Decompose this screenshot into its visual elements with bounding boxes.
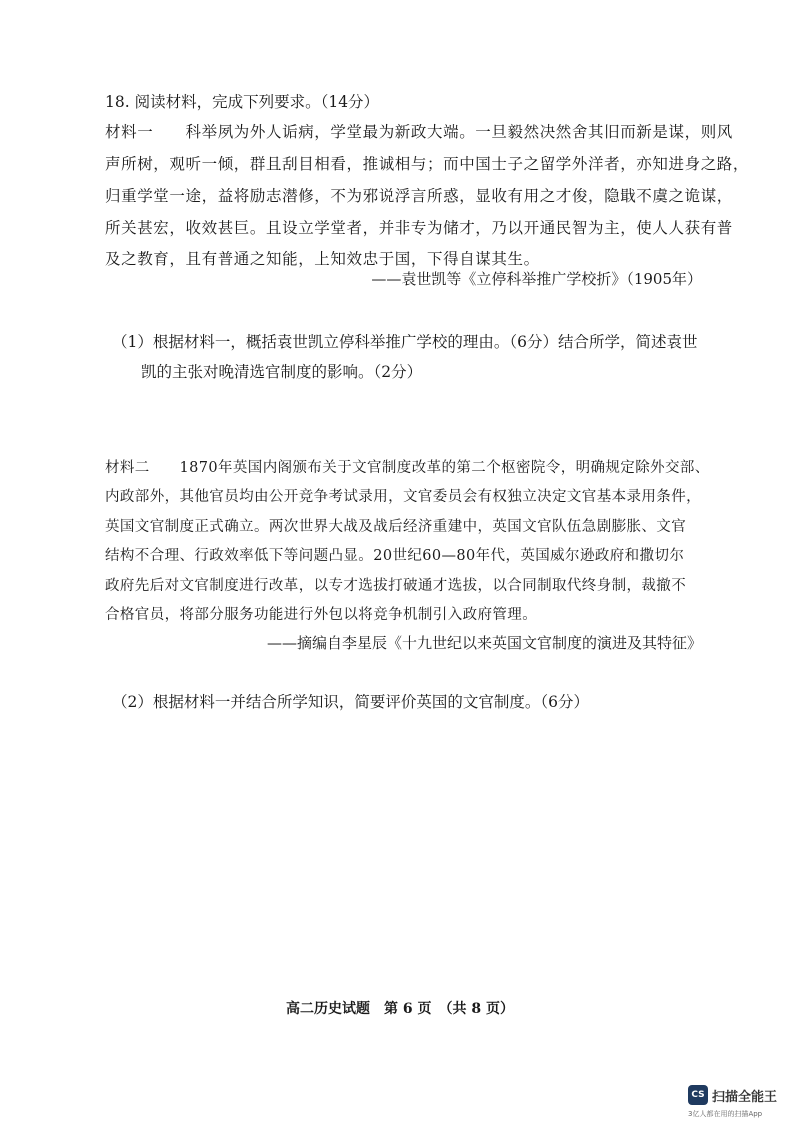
material-1-line: 材料一 科举夙为外人诟病，学堂最为新政大端。一旦毅然决然舍其旧而新是谋，则风 <box>105 123 733 141</box>
material-2-line: 结构不合理、行政效率低下等问题凸显。20世纪60—80年代，英国威尔逊政府和撒切尔 <box>105 548 685 564</box>
camscanner-logo-icon: CS <box>688 1085 708 1105</box>
material-1-source: ——袁世凯等《立停科举推广学校折》（1905年） <box>371 270 702 288</box>
material-1-line: 声所树，观听一倾，群且刮目相看，推诚相与；而中国士子之留学外洋者，亦知进身之路， <box>105 155 750 173</box>
material-1-line: 及之教育，且有普通之知能，上知效忠于国，下得自谋其生。 <box>105 250 540 268</box>
question-title: 18. 阅读材料，完成下列要求。（14分） <box>105 93 380 111</box>
material-1-line: 归重学堂一途，益将励志潜修，不为邪说浮言所惑，显收有用之才俊，隐戢不虞之诡谋， <box>105 187 733 205</box>
material-2-line: 内政部外，其他官员均由公开竞争考试录用，文官委员会有权独立决定文官基本录用条件， <box>105 489 701 505</box>
material-2-line: 英国文官制度正式确立。两次世界大战及战后经济重建中，英国文官队伍急剧膨胀、文官 <box>105 519 687 535</box>
watermark-tagline: 3亿人都在用的扫描App <box>688 1110 763 1118</box>
material-2-line: 材料二 1870年英国内阁颁布关于文官制度改革的第二个枢密院令，明确规定除外交部、 <box>105 460 710 476</box>
material-1-line: 所关甚宏，收效甚巨。且设立学堂者，并非专为储才，乃以开通民智为主，使人人获有普 <box>105 219 733 237</box>
sub-question-1-line: 凯的主张对晚清选官制度的影响。（2分） <box>141 363 423 381</box>
watermark-app-name: 扫描全能王 <box>712 1090 778 1105</box>
material-2-line: 合格官员，将部分服务功能进行外包以将竞争机制引入政府管理。 <box>105 607 538 623</box>
page-footer: 高二历史试题 第 6 页 （共 8 页） <box>286 1001 514 1017</box>
sub-question-2: （2）根据材料一并结合所学知识，简要评价英国的文官制度。（6分） <box>112 693 589 711</box>
material-2-line: 政府先后对文官制度进行改革，以专才选拔打破通才选拔，以合同制取代终身制，裁撤不 <box>105 578 687 594</box>
sub-question-1-line: （1）根据材料一，概括袁世凯立停科举推广学校的理由。（6分）结合所学，简述袁世 <box>112 333 698 351</box>
material-2-source: ——摘编自李星辰《十九世纪以来英国文官制度的演进及其特征》 <box>266 634 702 652</box>
